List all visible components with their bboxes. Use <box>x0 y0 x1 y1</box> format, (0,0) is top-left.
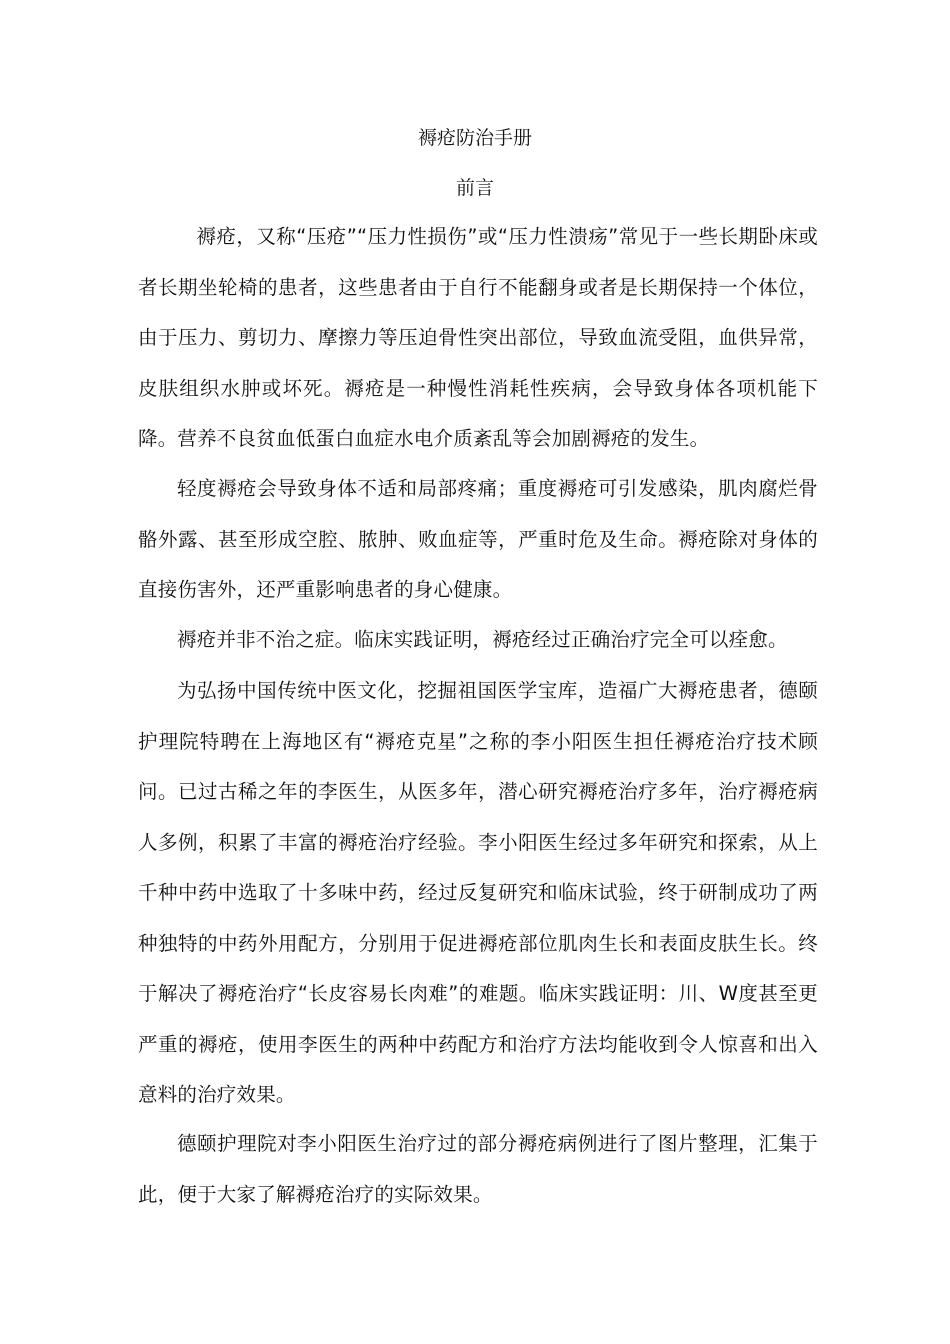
paragraph-severity: 轻度褥疮会导致身体不适和局部疼痛；重度褥疮可引发感染，肌肉腐烂骨骼外露、甚至形成空腔、脓肿、败血症等，严重时危及生命。褥疮除对身体的直接伤害外，还严重影响患者的身心健康。 <box>138 477 818 601</box>
paragraph-doctor: 为弘扬中国传统中医文化，挖掘祖国医学宝库，造福广大褥疮患者，德颐护理院特聘在上海地区有“褥疮克星”之称的李小阳医生担任褥疮治疗技术顾问。已过古稀之年的李医生，从医多年，潜心研究褥疮治疗多年，治疗褥疮病人多例，积累了丰富的褥疮治疗经验。李小阳医生经过多年研究和探索，从上千种中药中选取了十多味中药，经过反复研究和临床试验，终于研制成功了两种独特的中药外用配方，分别用于促进褥疮部位肌肉生长和表面皮肤生长。终于解决了褥疮治疗“长皮容易长肉难”的难题。临床实践证明：川、W度甚至更严重的褥疮，使用李医生的两种中药配方和治疗方法均能收到令人惊喜和出入意料的治疗效果。 <box>138 679 818 1106</box>
document-title: 褥疮防治手册 <box>417 127 532 149</box>
paragraph-curable: 褥疮并非不治之症。临床实践证明，褥疮经过正确治疗完全可以痊愈。 <box>177 628 788 651</box>
preface-heading: 前言 <box>455 177 494 199</box>
paragraph-intro: 褥疮，又称“压疮”“压力性损伤”或“压力性溃疡”常见于一些长期卧床或者长期坐轮椅的患者，这些患者由于自行不能翻身或者是长期保持一个体位，由于压力、剪切力、摩擦力等压迫骨性突出部位，导致血流受阻，血供异常，皮肤组织水肿或坏死。褥疮是一种慢性消耗性疾病，会导致身体各项机能下降。营养不良贫血低蛋白血症水电介质紊乱等会加剧褥疮的发生。 <box>138 225 818 450</box>
paragraph-collection: 德颐护理院对李小阳医生治疗过的部分褥疮病例进行了图片整理，汇集于此，便于大家了解褥疮治疗的实际效果。 <box>138 1132 818 1206</box>
